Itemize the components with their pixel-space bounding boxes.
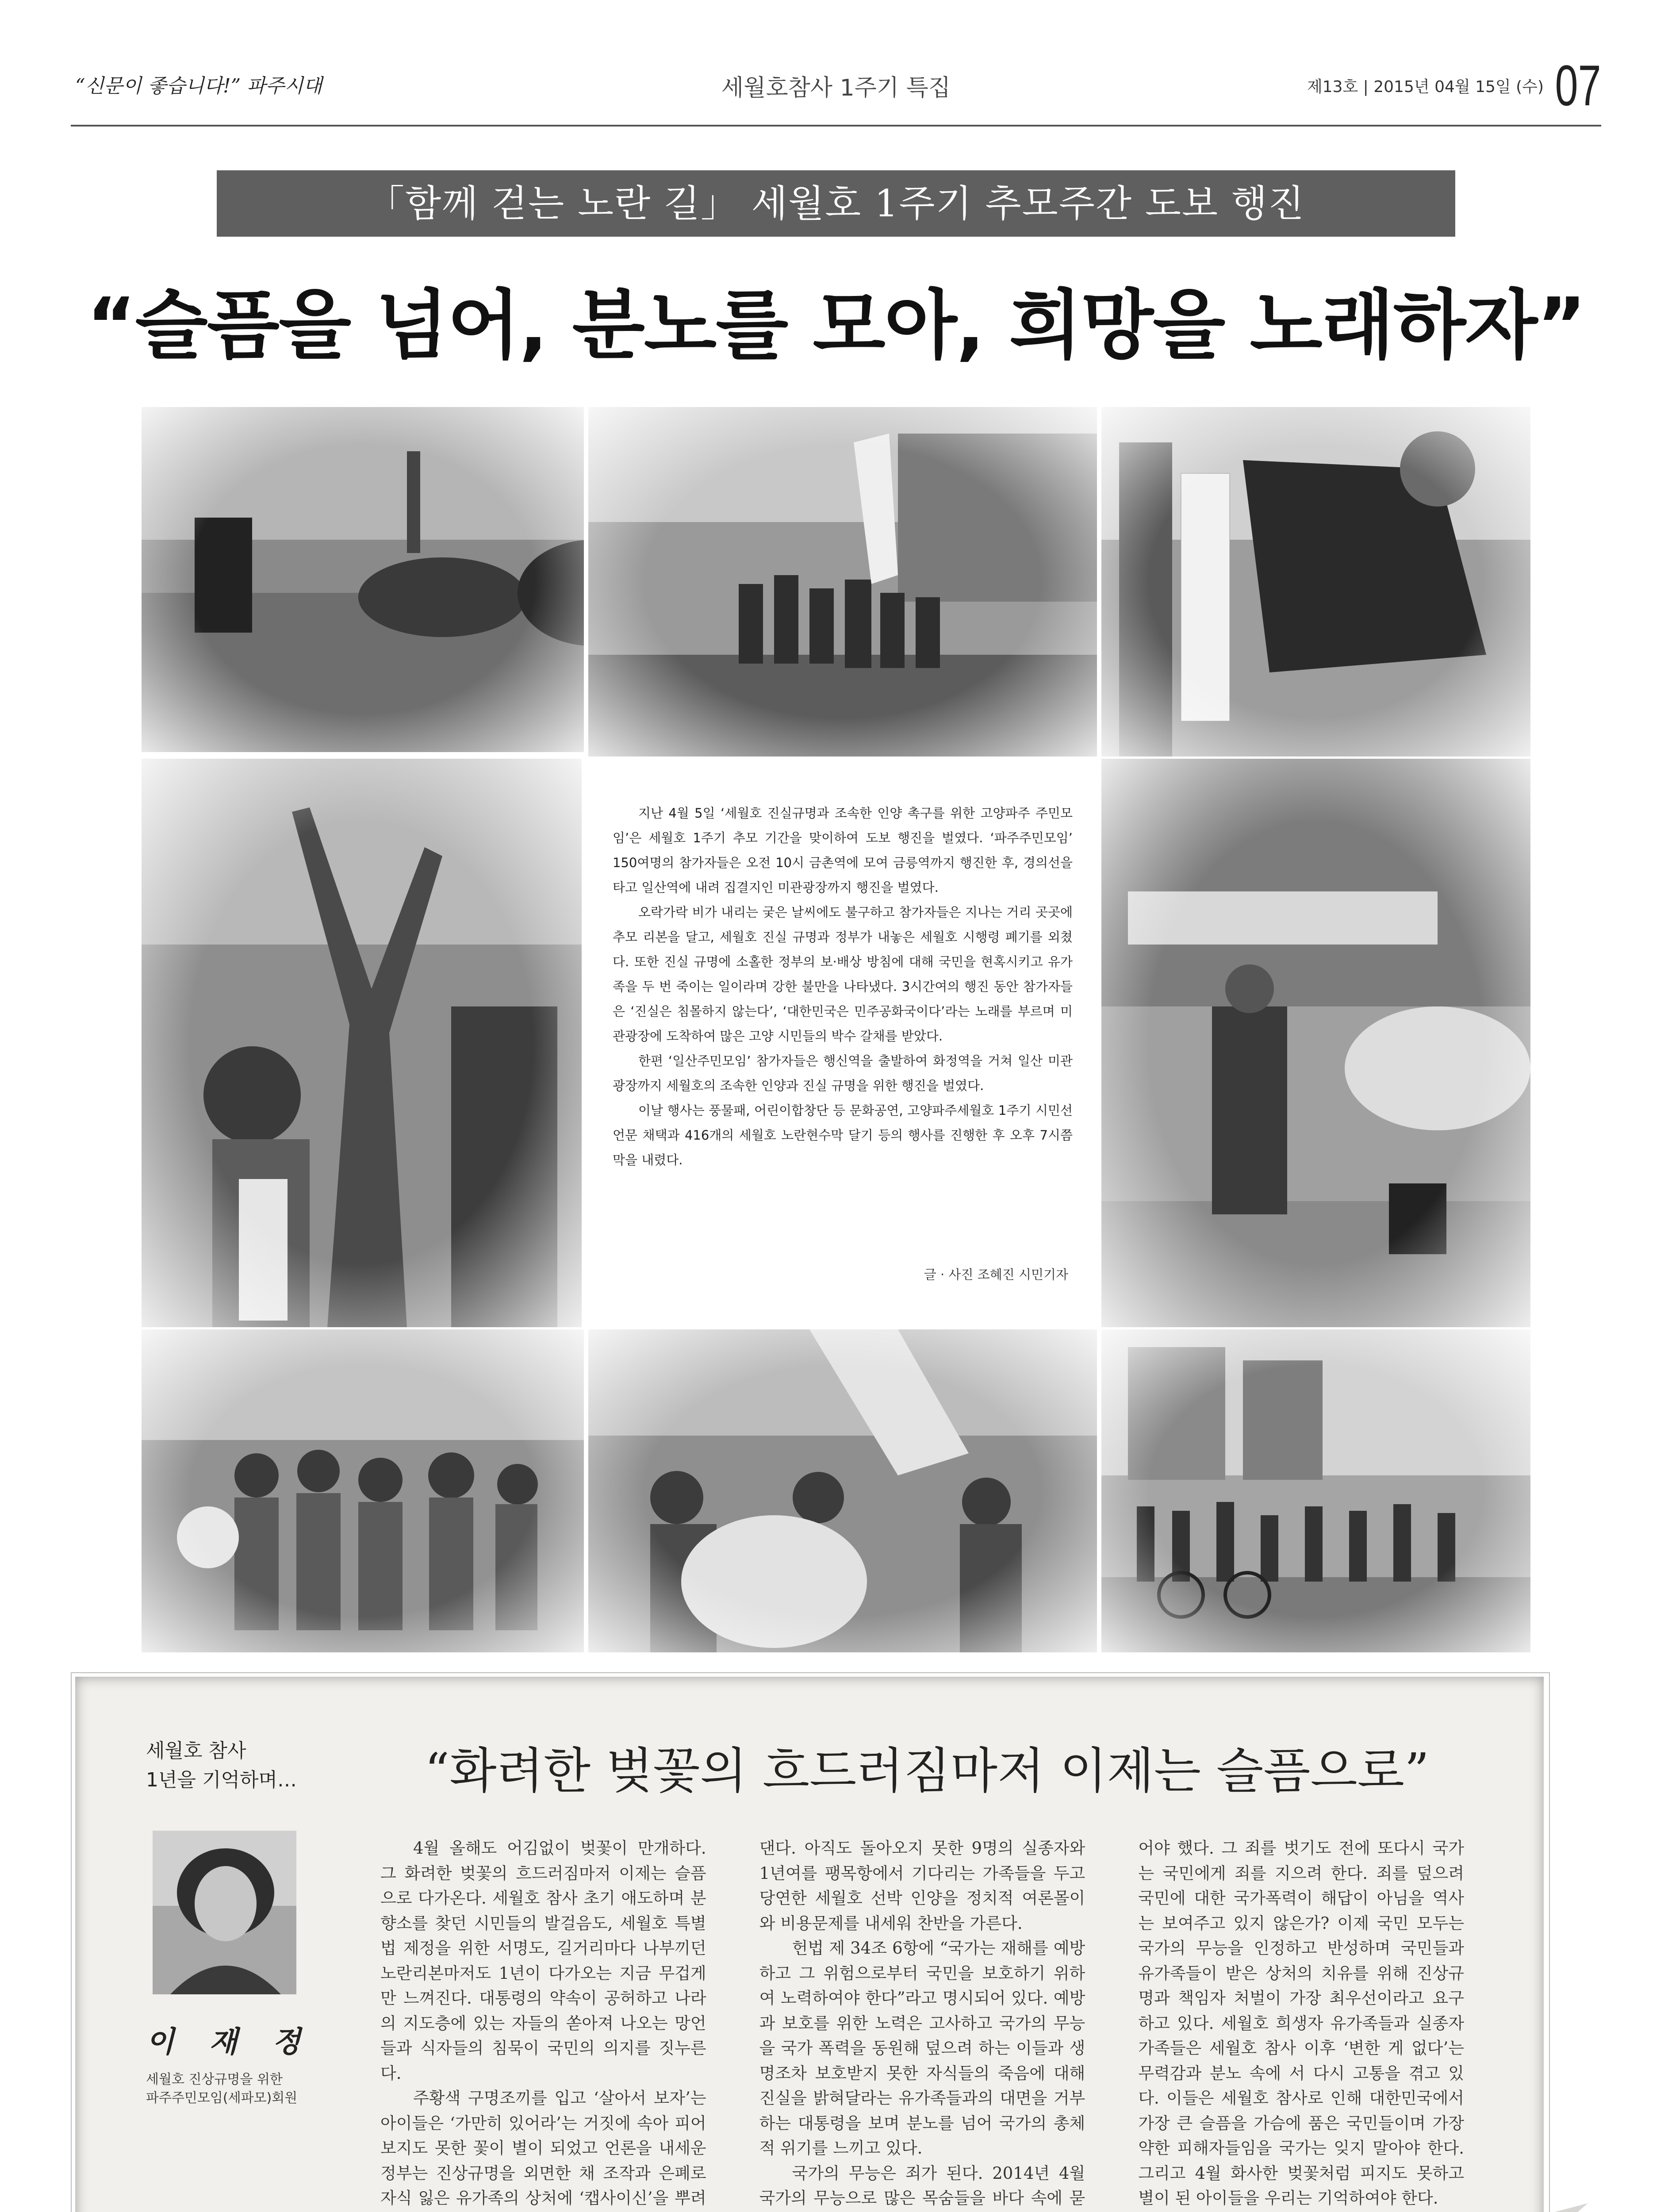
author-org-line1: 세월호 진상규명을 위한 (146, 2072, 283, 2087)
column-title: “화려한 벚꽃의 흐드러짐마저 이제는 슬픔으로” (425, 1743, 1430, 1799)
section-title: 세월호참사 1주기 특집 (721, 75, 951, 101)
photo-sign-march (588, 1329, 1097, 1652)
photo-marchers-street (588, 407, 1097, 757)
author-org-line2: 파주주민모임(세파모)회원 (146, 2090, 298, 2106)
header-divider (71, 125, 1601, 127)
column-paragraph: 헌법 제 34조 6항에 “국가는 재해를 예방하고 그 위험으로부터 국민을 보호하기 위하여 노력하여야 한다”라고 명시되어 있다. 예방과 보호를 위한 노력은 고사하고 국가의 무능을 국가 폭력을 동원해 덮으려 하는 이들과 생명조차 보호받지 못한 자식들의 죽음에 대해 진실을 밝혀달라는 유가족들과의 대면을 거부하는 대통령을 보며 분노를 넘어 국가의 총체적 위기를 느끼고 있다. (759, 1939, 1085, 2158)
photo-child-tree (142, 759, 582, 1327)
column-paragraph: 주황색 구명조끼를 입고 ‘살아서 보자’는 아이들은 ‘가만히 있어라’는 거짓에 속아 피어보지도 못한 꽃이 별이 되었고 언론을 내세운 정부는 진상규명을 외면한 채 조작과 은폐로 자식 잃은 유가족의 상처에 ‘캡사이신’을 뿌려댄다. 아직도 돌아오지 못한 9명의 실종자와 1년여를 팽목항에서 기다리는 가족들을 두고 당연한 세월호 선박 인양을 정치적 여론몰이와 비용문제를 내세워 찬반을 가른다. (380, 1839, 1085, 2208)
banner-kicker: 「함께 걷는 노란 길」 세월호 1주기 추모주간 도보 행진 (217, 170, 1455, 237)
photo-man-tying-banner (1101, 407, 1530, 757)
headline: “슬픔을 넘어, 분노를 모아, 희망을 노래하자” (86, 282, 1586, 369)
photo-girls-march (142, 1329, 584, 1652)
avatar (153, 1831, 296, 1994)
column-side-label (146, 1736, 297, 1795)
photo-umbrella-kneel (142, 407, 584, 752)
issue-info: 제13호 | 2015년 04월 15일 (수) (1307, 78, 1544, 96)
author-affiliation (146, 2070, 297, 2108)
center-paragraph: 오락가락 비가 내리는 궂은 날씨에도 불구하고 참가자들은 지나는 거리 곳곳에 추모 리본을 달고, 세월호 진실 규명과 정부가 내놓은 세월호 시행령 폐기를 외쳤다. 또한 진실 규명에 소홀한 정부의 보·배상 방침에 대해 국민을 현혹시키고 유가족을 두 번 죽이는 일이라며 강한 불만을 나타냈다. 3시간여의 행진 동안 참가자들은 ‘진실은 침몰하지 않는다’, ‘대한민국은 민주공화국이다’라는 노래를 부르며 미관광장에 도착하여 많은 고양 시민들의 박수 갈채를 받았다. (613, 905, 1073, 1044)
author-name: 이 재 정 (146, 2024, 313, 2059)
author-portrait (153, 1831, 296, 1994)
page-curl-icon (1460, 2203, 1588, 2212)
photo-street-crowd (1101, 1329, 1530, 1652)
photo-speaker-mic (1101, 759, 1530, 1327)
side-label-line2: 1년을 기억하며… (146, 1769, 297, 1791)
center-paragraph: 지난 4월 5일 ‘세월호 진실규명과 조속한 인양 촉구를 위한 고양파주 주민모임’은 세월호 1주기 추모 기간을 맞이하여 도보 행진을 벌였다. ‘파주주민모임’ 150여명의 참가자들은 오전 10시 금촌역에 모여 금릉역까지 행진한 후, 경의선을 타고 일산역에 내려 집결지인 미관광장까지 행진을 벌였다. (613, 806, 1073, 895)
side-label-line1: 세월호 참사 (146, 1740, 246, 1762)
masthead-logo: “신문이 좋습니다!” 파주시대 (75, 75, 322, 97)
center-paragraph: 한편 ‘일산주민모임’ 참가자들은 행신역을 출발하여 화정역을 거쳐 일산 미관광장까지 세월호의 조속한 인양과 진실 규명을 위한 행진을 벌였다. (613, 1053, 1073, 1093)
center-article (586, 761, 1095, 1323)
photo-credit: 글 · 사진 조혜진 시민기자 (924, 1267, 1068, 1282)
center-article-body (613, 801, 1073, 1172)
center-paragraph: 이날 행사는 풍물패, 어린이합창단 등 문화공연, 고양파주세월호 1주기 시민선언문 채택과 416개의 세월호 노란현수막 달기 등의 행사를 진행한 후 오후 7시쯤 막을 내렸다. (613, 1103, 1073, 1167)
column-paragraph: 4월 올해도 어김없이 벚꽃이 만개하다. 그 화려한 벚꽃의 흐드러짐마저 이제는 슬픔으로 다가온다. 세월호 참사 초기 애도하며 분향소를 찾던 시민들의 발걸음도, 세월호 특별법 제정을 위한 서명도, 길거리마다 나부끼던 노란리본마저도 1년이 다가오는 지금 무겁게만 느껴진다. 대통령의 약속이 공허하고 나라의 지도층에 있는 자들의 쏟아져 나오는 망언들과 식자들의 침묵이 국민의 의지를 짓누른다. (380, 1839, 706, 2083)
page-number: 07 (1555, 53, 1601, 118)
column-paragraph: 국가의 무능은 죄가 된다. 2014년 4월 국가의 무능으로 많은 목숨들을 바다 속에 묻어야 했다. 그 죄를 벗기도 전에 또다시 국가는 국민에게 죄를 지으려 한다. 죄를 덮으려 국민에 대한 국가폭력이 해답이 아님을 역사는 보여주고 있지 않은가? 이제 국민 모두는 국가의 무능을 인정하고 반성하며 국민들과 유가족들이 받은 상처의 치유를 위해 진상규명과 책임자 처벌이 가장 최우선이라고 요구하고 있다. 세월호 희생자 유가족들과 실종자 가족들은 세월호 참사 이후 ‘변한 게 없다’는 무력감과 분노 속에 서 다시 고통을 겪고 있다. 이들은 세월호 참사로 인해 대한민국에서 가장 큰 슬픔을 가슴에 품은 국민들이며 가장 약한 피해자들임을 국가는 잊지 말아야 한다. 그리고 4월 화사한 벚꽃처럼 피지도 못하고 별이 된 아이들을 우리는 기억하여야 한다. (759, 1839, 1464, 2208)
column-body (380, 1836, 1464, 2212)
